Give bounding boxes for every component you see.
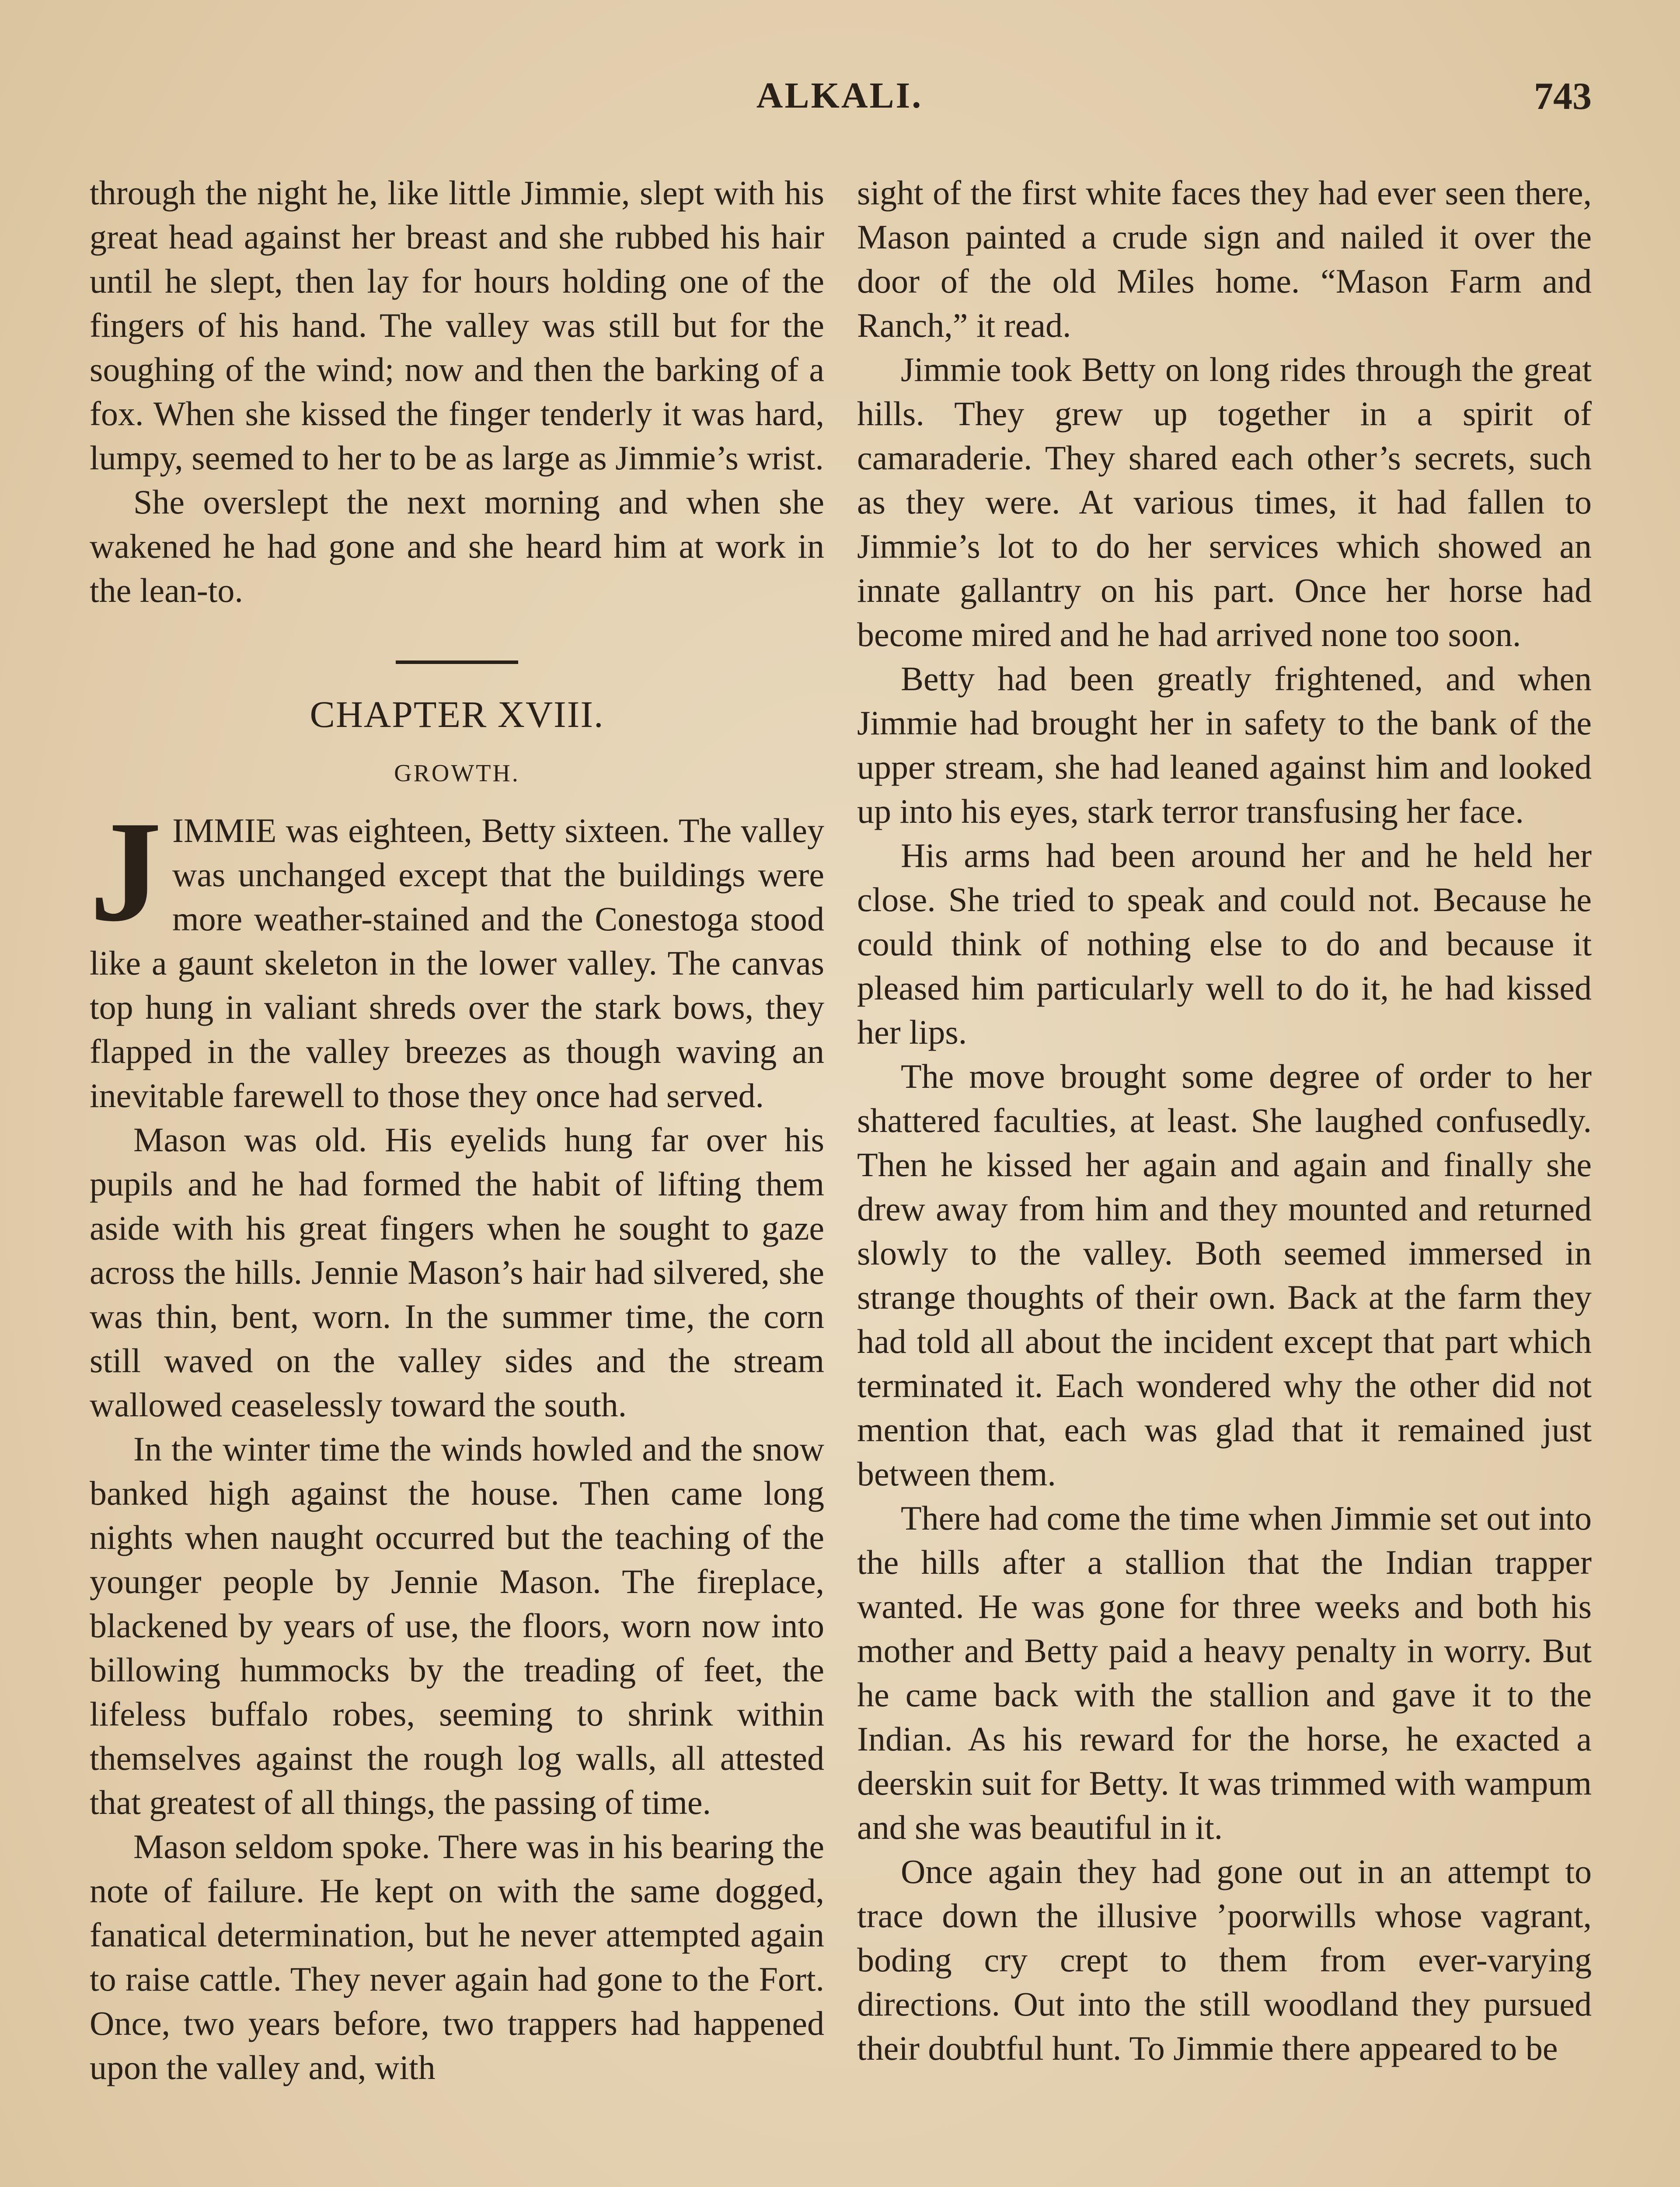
chapter-title: CHAPTER XVIII. (310, 693, 604, 735)
chapter-opening-paragraph (90, 792, 824, 1118)
paragraph: Mason was old. His eyelids hung far over his pupils and he had formed the habit of lifting them aside with his great fingers when he sought to gaze across the hills. Jennie Mason’s hair had silvered, she was thin, bent, worn. In the summer time, the corn still waved on the valley sides and the stream wallowed ceaselessly toward the south. (90, 1121, 824, 1424)
paragraph: She overslept the next morning and when she wakened he had gone and she heard him at work in the lean-to. (90, 483, 824, 609)
running-head (87, 74, 1592, 131)
paragraph: through the night he, like little Jimmie, slept with his great head against her breast and she rubbed his hair until he slept, then lay for hours holding one of the fingers of his hand. The valley was still but for the soughing of the wind; now and then the barking of a fox. When she kissed the finger tenderly it was hard, lumpy, seemed to her to be as large as Jimmie’s wrist. (90, 174, 824, 477)
paragraph: Once again they had gone out in an attempt to trace down the illusive ’poorwills whose vagrant, boding cry crept to them from ever-varying directions. Out into the still woodland they pursued their doubtful hunt. To Jimmie there appeared to be (857, 1852, 1592, 2067)
paragraph: The move brought some degree of order to her shattered faculties, at least. She laughed confusedly. Then he kissed her again and again and finally she drew away from him and they mounted and returned slowly to the valley. Both seemed immersed in strange thoughts of their own. Back at the farm they had told all about the incident except that part which terminated it. Each wondered why the other did not mention that, each was glad that it remained just between them. (857, 1057, 1592, 1493)
paragraph: Mason seldom spoke. There was in his bearing the note of failure. He kept on with the same dogged, fanatical determination, but he never attempted again to raise cattle. They never again had gone to the Fort. Once, two years before, two trappers had happened upon the valley and, with (90, 1827, 824, 2086)
left-column (90, 171, 824, 2089)
right-column (857, 171, 1592, 2070)
drop-cap: J (90, 792, 162, 951)
paragraph: There had come the time when Jimmie set out into the hills after a stallion that the Indian trapper wanted. He was gone for three weeks and both his mother and Betty paid a heavy penalty in worry. But he came back with the stallion and gave it to the Indian. As his reward for the horse, he exacted a deerskin suit for Betty. It was trimmed with wampum and she was beautiful in it. (857, 1499, 1592, 1846)
paragraph: In the winter time the winds howled and the snow banked high against the house. Then came long nights when naught occurred but the teaching of the younger people by Jennie Mason. The fireplace, blackened by years of use, the floors, worn now into billowing hummocks by the treading of feet, the lifeless buffalo robes, seeming to shrink within themselves against the rough log walls, all attested that greatest of all things, the passing of time. (90, 1430, 824, 1821)
paragraph-text: IMMIE was eighteen, Betty sixteen. The valley was unchanged except that the buildings were more weather-stained and the Conestoga stood like a gaunt skeleton in the lower valley. The canvas top hung in valiant shreds over the stark bows, they flapped in the valley breezes as though waving an inevitable farewell to those they once had served. (90, 811, 824, 1114)
page-number: 743 (1534, 75, 1592, 118)
chapter-subtitle: GROWTH. (394, 760, 520, 787)
section-divider (396, 660, 518, 664)
paragraph: Jimmie took Betty on long rides through the great hills. They grew up together in a spirit of camaraderie. They shared each other’s secrets, such as they were. At various times, it had fallen to Jimmie’s lot to do her services which showed an innate gallantry on his part. Once her horse had become mired and he had arrived none too soon. (857, 350, 1592, 653)
paragraph: sight of the first white faces they had ever seen there, Mason painted a crude sign and nailed it over the door of the old Miles home. “Mason Farm and Ranch,” it read. (857, 174, 1592, 344)
paragraph: Betty had been greatly frightened, and when Jimmie had brought her in safety to the bank of the upper stream, she had leaned against him and looked up into his eyes, stark terror transfusing her face. (857, 660, 1592, 830)
running-title: ALKALI. (756, 75, 923, 116)
paragraph: His arms had been around her and he held her close. She tried to speak and could not. Because he could think of nothing else to do and because it pleased him particularly well to do it, he had kissed her lips. (857, 836, 1592, 1051)
